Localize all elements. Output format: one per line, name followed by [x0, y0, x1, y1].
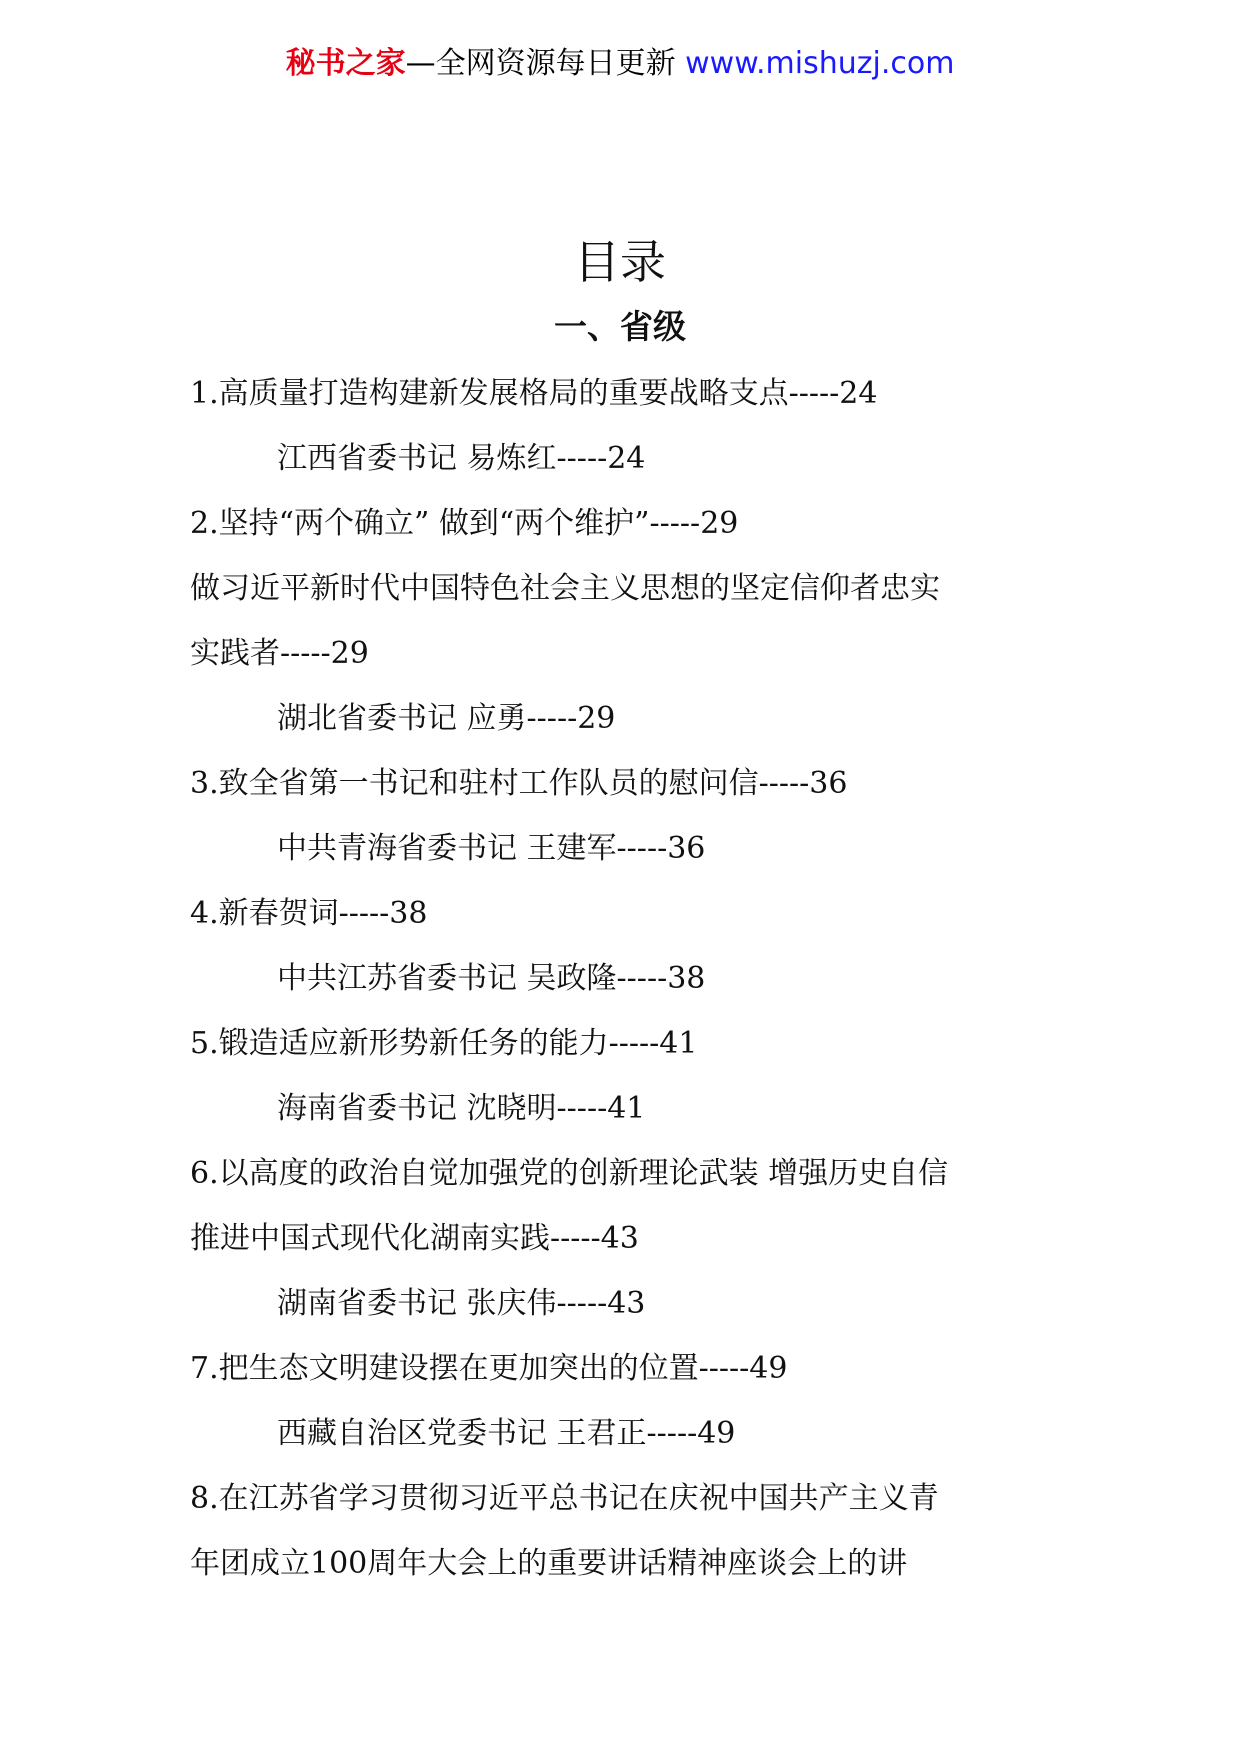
toc-entry-author[interactable]: 湖北省委书记 应勇-----29: [277, 701, 616, 736]
header-slogan: —全网资源每日更新: [405, 46, 686, 81]
toc-entry-title[interactable]: 6.以高度的政治自觉加强党的创新理论武装 增强历史自信: [190, 1156, 949, 1191]
toc-entry-title[interactable]: 8.在江苏省学习贯彻习近平总书记在庆祝中国共产主义青: [190, 1481, 939, 1516]
toc-entry-title[interactable]: 5.锻造适应新形势新任务的能力-----41: [190, 1026, 698, 1061]
toc-entry-title[interactable]: 实践者-----29: [190, 636, 369, 671]
site-url-link[interactable]: www.mishuzj.com: [685, 46, 955, 81]
toc-entry-title[interactable]: 3.致全省第一书记和驻村工作队员的慰问信-----36: [190, 766, 848, 801]
toc-entry-title[interactable]: 年团成立100周年大会上的重要讲话精神座谈会上的讲: [190, 1546, 908, 1581]
toc-entry-author[interactable]: 海南省委书记 沈晓明-----41: [277, 1091, 646, 1126]
page-title: 目录: [574, 235, 666, 289]
toc-entry-author[interactable]: 中共青海省委书记 王建军-----36: [277, 831, 706, 866]
toc-entry-author[interactable]: 西藏自治区党委书记 王君正-----49: [277, 1416, 736, 1451]
site-header: [0, 44, 1240, 84]
toc-entry-title[interactable]: 4.新春贺词-----38: [190, 896, 428, 931]
table-of-contents: [190, 361, 1060, 1596]
toc-entry-author[interactable]: 中共江苏省委书记 吴政隆-----38: [277, 961, 706, 996]
toc-entry-author[interactable]: 江西省委书记 易炼红-----24: [277, 441, 646, 476]
toc-entry-title[interactable]: 推进中国式现代化湖南实践-----43: [190, 1221, 639, 1256]
toc-entry-author[interactable]: 湖南省委书记 张庆伟-----43: [277, 1286, 646, 1321]
section-heading: 一、省级: [554, 307, 686, 346]
toc-entry-title[interactable]: 2.坚持“两个确立” 做到“两个维护”-----29: [190, 506, 739, 541]
toc-entry-title[interactable]: 做习近平新时代中国特色社会主义思想的坚定信仰者忠实: [190, 571, 940, 606]
brand-name: 秘书之家: [285, 46, 406, 81]
toc-entry-title[interactable]: 1.高质量打造构建新发展格局的重要战略支点-----24: [190, 376, 878, 411]
toc-entry-title[interactable]: 7.把生态文明建设摆在更加突出的位置-----49: [190, 1351, 788, 1386]
